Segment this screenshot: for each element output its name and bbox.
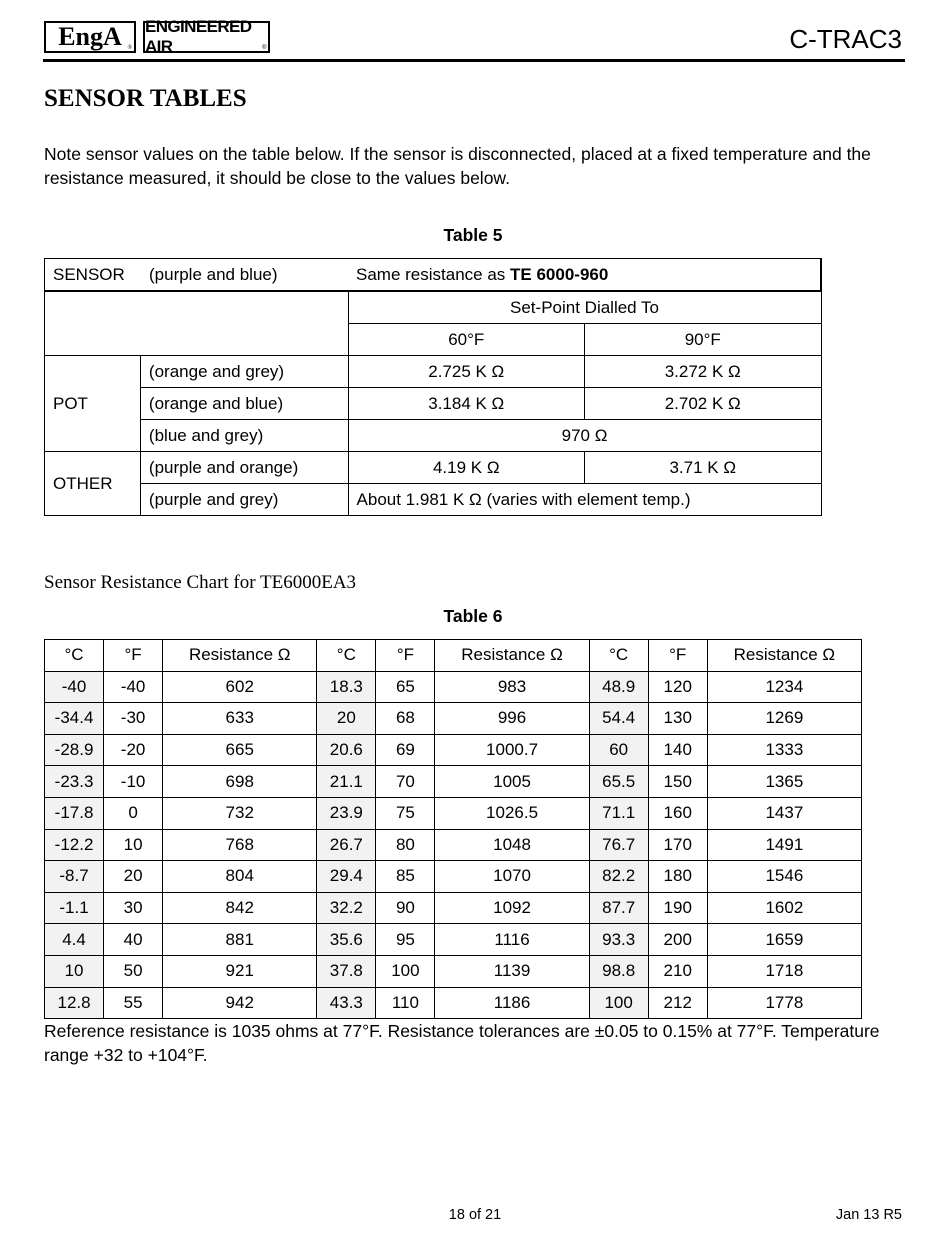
table-row (45, 987, 862, 1019)
table-cell: 98.8 (589, 955, 648, 987)
other-label: OTHER (45, 452, 141, 516)
table-header-row (45, 640, 862, 672)
table-row (45, 484, 822, 516)
table-cell: 69 (376, 734, 435, 766)
table-cell: 82.2 (589, 861, 648, 893)
table-cell: 60 (589, 734, 648, 766)
table-cell: 881 (163, 924, 317, 956)
table-row (45, 955, 862, 987)
blank-header-cell (45, 291, 349, 356)
enga-logo-text: EngA (58, 22, 122, 51)
table-cell: 0 (104, 797, 163, 829)
table-cell: 1026.5 (435, 797, 589, 829)
table-cell: 87.7 (589, 892, 648, 924)
table-cell: 10 (45, 955, 104, 987)
header-divider (43, 59, 905, 62)
table-cell: 76.7 (589, 829, 648, 861)
table-cell: 80 (376, 829, 435, 861)
table-row (45, 388, 822, 420)
other-wires: (purple and grey) (140, 484, 348, 516)
table-cell: 160 (648, 797, 707, 829)
table-cell: 210 (648, 955, 707, 987)
sensor-wires: (purple and blue) (149, 264, 278, 284)
sensor-table-5 (44, 258, 822, 516)
table-cell: -1.1 (45, 892, 104, 924)
table-cell: 12.8 (45, 987, 104, 1019)
registered-mark: ® (127, 45, 132, 51)
table-cell: 100 (376, 955, 435, 987)
table-cell: 768 (163, 829, 317, 861)
resistance-table-6 (44, 639, 862, 1019)
table-row (45, 671, 862, 703)
other-value-60f: 4.19 K Ω (348, 452, 584, 484)
table-cell: 43.3 (317, 987, 376, 1019)
table-cell: 18.3 (317, 671, 376, 703)
table-cell: 54.4 (589, 703, 648, 735)
engineered-air-logo (143, 17, 270, 56)
table-cell: -30 (104, 703, 163, 735)
engineered-air-logo-text: ENGINEERED AIR (145, 17, 252, 56)
page-number: 18 of 21 (448, 1207, 502, 1223)
table-row (45, 766, 862, 798)
table-cell: -34.4 (45, 703, 104, 735)
table-cell: -28.9 (45, 734, 104, 766)
col-header: Resistance Ω (707, 640, 861, 672)
table-cell: 32.2 (317, 892, 376, 924)
table-row (45, 420, 822, 452)
table-cell: 942 (163, 987, 317, 1019)
col-header: °F (376, 640, 435, 672)
table-row (45, 259, 822, 292)
table-row (45, 291, 822, 324)
table-cell: 95 (376, 924, 435, 956)
table-cell: 10 (104, 829, 163, 861)
table-row (45, 452, 822, 484)
table-cell: 1234 (707, 671, 861, 703)
table-cell: 1116 (435, 924, 589, 956)
table-cell: 921 (163, 955, 317, 987)
table-cell: 65.5 (589, 766, 648, 798)
sensor-label: SENSOR (53, 264, 125, 284)
table-cell: 1659 (707, 924, 861, 956)
table-cell: 55 (104, 987, 163, 1019)
table-cell: 1269 (707, 703, 861, 735)
table-cell: 633 (163, 703, 317, 735)
table-cell: 68 (376, 703, 435, 735)
registered-mark: ® (262, 45, 266, 51)
table-cell: 1005 (435, 766, 589, 798)
table-cell: 110 (376, 987, 435, 1019)
col-header-90f: 90°F (585, 324, 822, 356)
table-cell: 21.1 (317, 766, 376, 798)
table-cell: -40 (45, 671, 104, 703)
table-cell: 23.9 (317, 797, 376, 829)
table-cell: 1070 (435, 861, 589, 893)
col-header-60f: 60°F (348, 324, 584, 356)
table-cell: 1437 (707, 797, 861, 829)
table-cell: 4.4 (45, 924, 104, 956)
table-row (45, 924, 862, 956)
table-row (45, 829, 862, 861)
table-cell: 50 (104, 955, 163, 987)
table-cell: 100 (589, 987, 648, 1019)
table-cell: 602 (163, 671, 317, 703)
table-cell: 190 (648, 892, 707, 924)
section-title: SENSOR TABLES (44, 85, 247, 112)
chart-caption: Sensor Resistance Chart for TE6000EA3 (44, 572, 357, 593)
table-cell: 1546 (707, 861, 861, 893)
sensor-same-model: TE 6000-960 (510, 264, 609, 284)
enga-logo (44, 21, 136, 53)
table-cell: 1778 (707, 987, 861, 1019)
table-row (45, 356, 822, 388)
table-cell: -40 (104, 671, 163, 703)
table-cell: -17.8 (45, 797, 104, 829)
table-cell: 1000.7 (435, 734, 589, 766)
doc-code: C-TRAC3 (789, 24, 902, 54)
pot-value-60f: 2.725 K Ω (348, 356, 584, 388)
pot-wires: (orange and grey) (140, 356, 348, 388)
pot-wires: (orange and blue) (140, 388, 348, 420)
table-cell: 140 (648, 734, 707, 766)
table-cell: 40 (104, 924, 163, 956)
reference-note: Reference resistance is 1035 ohms at 77°F. Resistance tolerances are ±0.05 to 0.15% at 77°F. Temperature range +32 to +104°F. (44, 1021, 880, 1065)
table-cell: 698 (163, 766, 317, 798)
table-cell: 37.8 (317, 955, 376, 987)
table-cell: 75 (376, 797, 435, 829)
table-cell: 65 (376, 671, 435, 703)
table-cell: 180 (648, 861, 707, 893)
table-cell: 20 (317, 703, 376, 735)
table-cell: 70 (376, 766, 435, 798)
pot-wires: (blue and grey) (140, 420, 348, 452)
table-cell: 804 (163, 861, 317, 893)
table-cell: 93.3 (589, 924, 648, 956)
table-cell: 130 (648, 703, 707, 735)
table-cell: 1602 (707, 892, 861, 924)
table-cell: 35.6 (317, 924, 376, 956)
table-cell: 29.4 (317, 861, 376, 893)
pot-label: POT (45, 356, 141, 452)
table-cell: -23.3 (45, 766, 104, 798)
table-cell: 732 (163, 797, 317, 829)
table-cell: 1491 (707, 829, 861, 861)
table-cell: 1139 (435, 955, 589, 987)
other-value-90f: 3.71 K Ω (585, 452, 822, 484)
table-cell: 212 (648, 987, 707, 1019)
table-cell: 85 (376, 861, 435, 893)
table-cell: 120 (648, 671, 707, 703)
table-cell: -10 (104, 766, 163, 798)
table-cell: 1048 (435, 829, 589, 861)
table-body (45, 671, 862, 1019)
table-cell: 842 (163, 892, 317, 924)
table5-caption: Table 5 (443, 225, 503, 245)
table-cell: 30 (104, 892, 163, 924)
table-cell: 20.6 (317, 734, 376, 766)
table-cell: 1718 (707, 955, 861, 987)
table-cell: 150 (648, 766, 707, 798)
col-header: °C (589, 640, 648, 672)
col-header: Resistance Ω (163, 640, 317, 672)
table-row (45, 861, 862, 893)
col-header: °C (45, 640, 104, 672)
setpoint-header: Set-Point Dialled To (348, 291, 821, 324)
table-cell: 1092 (435, 892, 589, 924)
sensor-same-prefix: Same resistance as (356, 264, 511, 284)
col-header: °C (317, 640, 376, 672)
table-row (45, 892, 862, 924)
pot-value-90f: 2.702 K Ω (585, 388, 822, 420)
table-cell: 90 (376, 892, 435, 924)
pot-value-90f: 3.272 K Ω (585, 356, 822, 388)
table-cell: 71.1 (589, 797, 648, 829)
table-cell: 996 (435, 703, 589, 735)
table-cell: 665 (163, 734, 317, 766)
col-header: °F (104, 640, 163, 672)
pot-value-60f: 3.184 K Ω (348, 388, 584, 420)
other-note: About 1.981 K Ω (varies with element temp.) (348, 484, 821, 516)
intro-paragraph: Note sensor values on the table below. If the sensor is disconnected, placed at a fixed temperature and the resistance measured, it should be close to the values below. (44, 144, 871, 188)
table-cell: -20 (104, 734, 163, 766)
table-cell: 26.7 (317, 829, 376, 861)
table6-caption: Table 6 (443, 606, 503, 626)
other-wires: (purple and orange) (140, 452, 348, 484)
revision-label: Jan 13 R5 (835, 1207, 902, 1223)
table-cell: 170 (648, 829, 707, 861)
table-row (45, 734, 862, 766)
table-cell: 48.9 (589, 671, 648, 703)
table-cell: 1365 (707, 766, 861, 798)
table-cell: -8.7 (45, 861, 104, 893)
table-cell: 20 (104, 861, 163, 893)
table-cell: 200 (648, 924, 707, 956)
table-row (45, 703, 862, 735)
sensor-row (45, 259, 822, 292)
table-cell: 1186 (435, 987, 589, 1019)
table-cell: -12.2 (45, 829, 104, 861)
pot-value-merged: 970 Ω (348, 420, 821, 452)
table-cell: 1333 (707, 734, 861, 766)
col-header: Resistance Ω (435, 640, 589, 672)
col-header: °F (648, 640, 707, 672)
table-row (45, 797, 862, 829)
table-cell: 983 (435, 671, 589, 703)
